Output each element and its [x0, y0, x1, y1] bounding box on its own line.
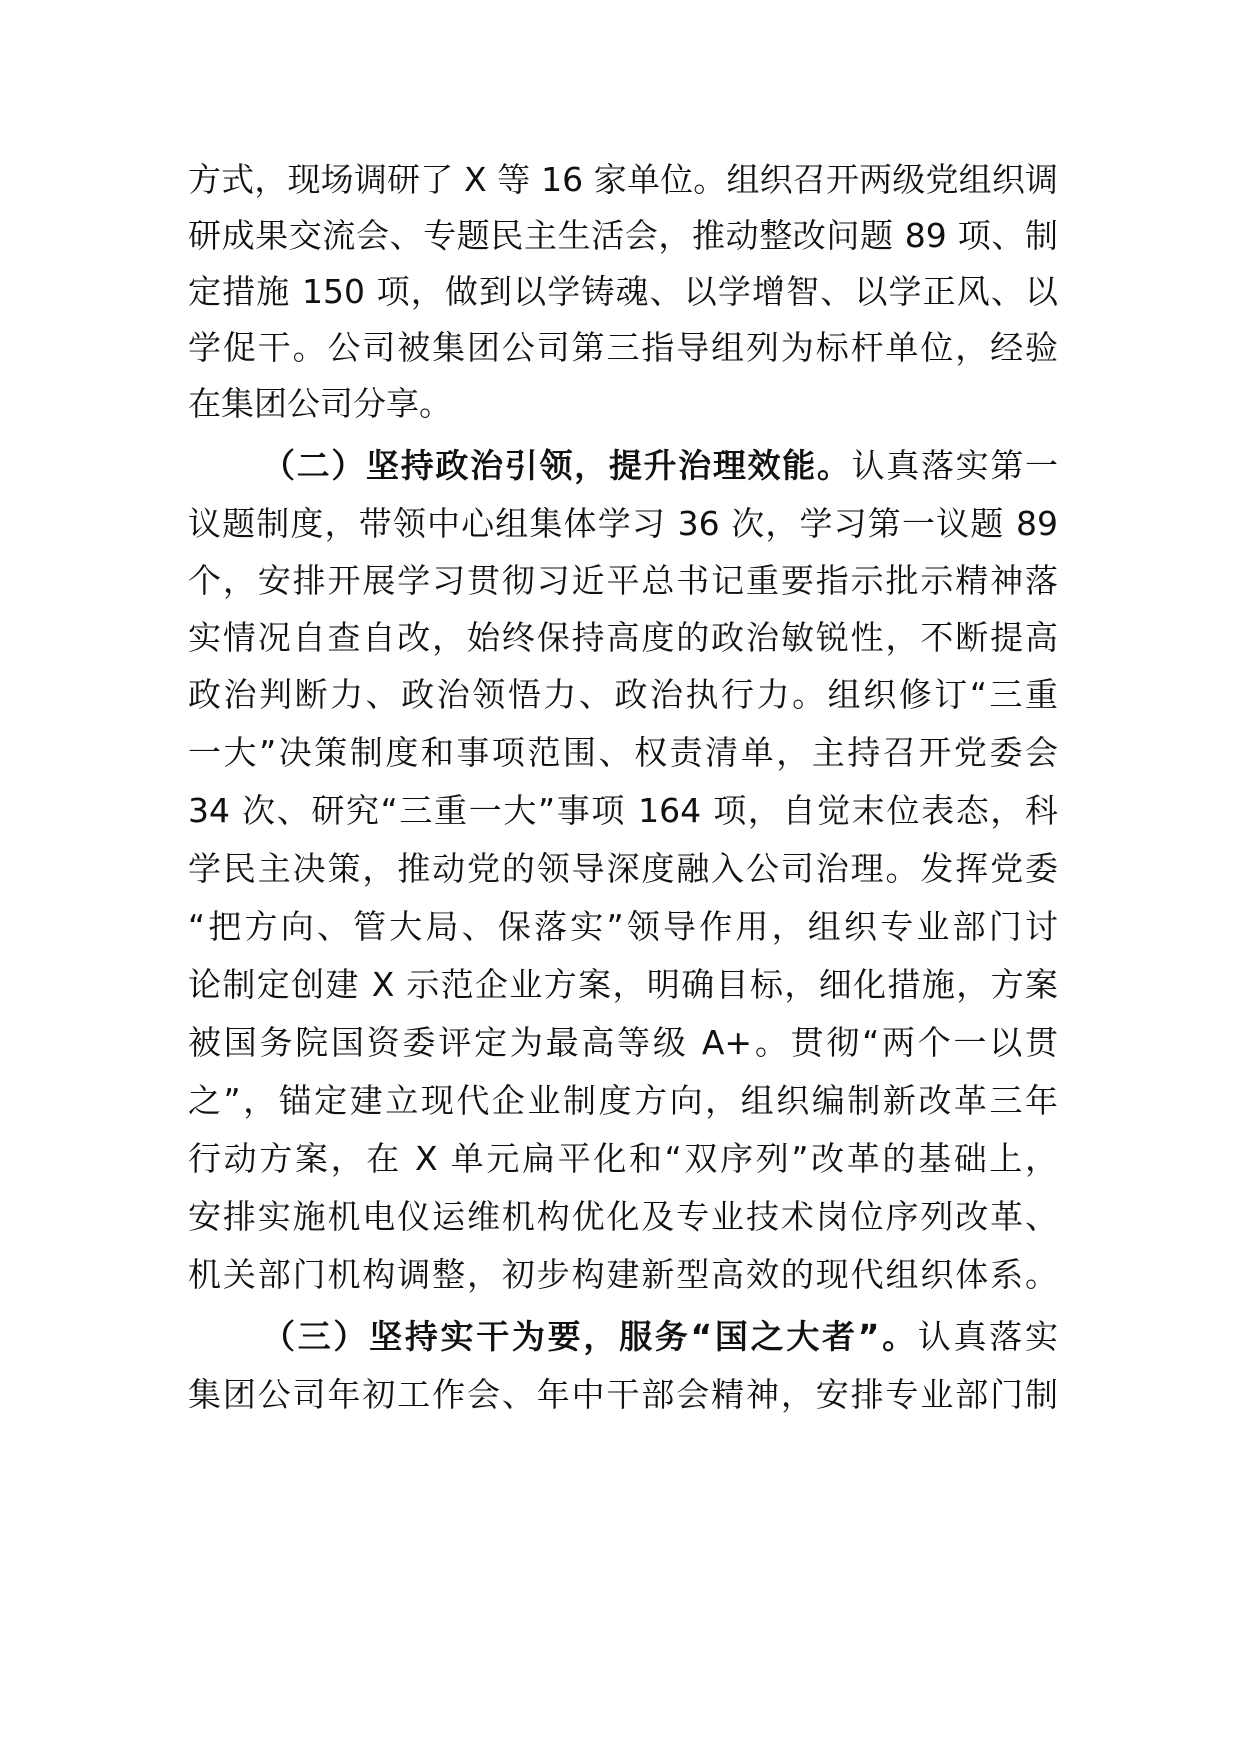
paragraph-3-first-line	[262, 1309, 1058, 1365]
paragraph-2-line-6: 一大”决策制度和事项范围、权责清单，主持召开党委会	[188, 733, 1058, 772]
paragraph-3-first-line-text: 认真落实	[917, 1317, 1058, 1356]
paragraph-2-first-line	[262, 438, 1058, 494]
section-heading-3: （三）坚持实干为要，服务“国之大者”。	[262, 1317, 918, 1356]
section-heading-2: （二）坚持政治引领，提升治理效能。	[262, 446, 852, 485]
paragraph-1-line-3: 定措施 150 项，做到以学铸魂、以学增智、以学正风、以	[188, 272, 1058, 311]
paragraph-2-line-4: 实情况自查自改，始终保持高度的政治敏锐性，不断提高	[188, 618, 1058, 657]
paragraph-2-line-7: 34 次、研究“三重一大”事项 164 项，自觉末位表态，科	[188, 791, 1058, 830]
paragraph-1-line-5: 在集团公司分享。	[188, 384, 452, 423]
paragraph-2-line-13: 行动方案，在 X 单元扁平化和“双序列”改革的基础上，	[188, 1139, 1058, 1178]
paragraph-3-line-2: 集团公司年初工作会、年中干部会精神，安排专业部门制	[188, 1375, 1058, 1414]
paragraph-2-line-12: 之”，锚定建立现代企业制度方向，组织编制新改革三年	[188, 1081, 1058, 1120]
paragraph-1-line-4: 学促干。公司被集团公司第三指导组列为标杆单位，经验	[188, 328, 1058, 367]
paragraph-1-line-2: 研成果交流会、专题民主生活会，推动整改问题 89 项、制	[188, 216, 1058, 255]
paragraph-2-line-11: 被国务院国资委评定为最高等级 A+。贯彻“两个一以贯	[188, 1023, 1058, 1062]
paragraph-2-line-14: 安排实施机电仪运维机构优化及专业技术岗位序列改革、	[188, 1197, 1058, 1236]
paragraph-2-line-10: 论制定创建 X 示范企业方案，明确目标，细化措施，方案	[188, 965, 1058, 1004]
paragraph-2-line-9: “把方向、管大局、保落实”领导作用，组织专业部门讨	[188, 907, 1058, 946]
paragraph-2-first-line-text: 认真落实第一	[851, 446, 1059, 485]
paragraph-2-line-5: 政治判断力、政治领悟力、政治执行力。组织修订“三重	[188, 675, 1058, 714]
paragraph-2-line-15: 机关部门机构调整，初步构建新型高效的现代组织体系。	[188, 1255, 1058, 1294]
paragraph-2-line-2: 议题制度，带领中心组集体学习 36 次，学习第一议题 89	[188, 504, 1058, 543]
paragraph-2-line-3: 个，安排开展学习贯彻习近平总书记重要指示批示精神落	[188, 561, 1058, 600]
paragraph-1-line-1: 方式，现场调研了 X 等 16 家单位。组织召开两级党组织调	[188, 160, 1058, 199]
paragraph-2-line-8: 学民主决策，推动党的领导深度融入公司治理。发挥党委	[188, 849, 1058, 888]
